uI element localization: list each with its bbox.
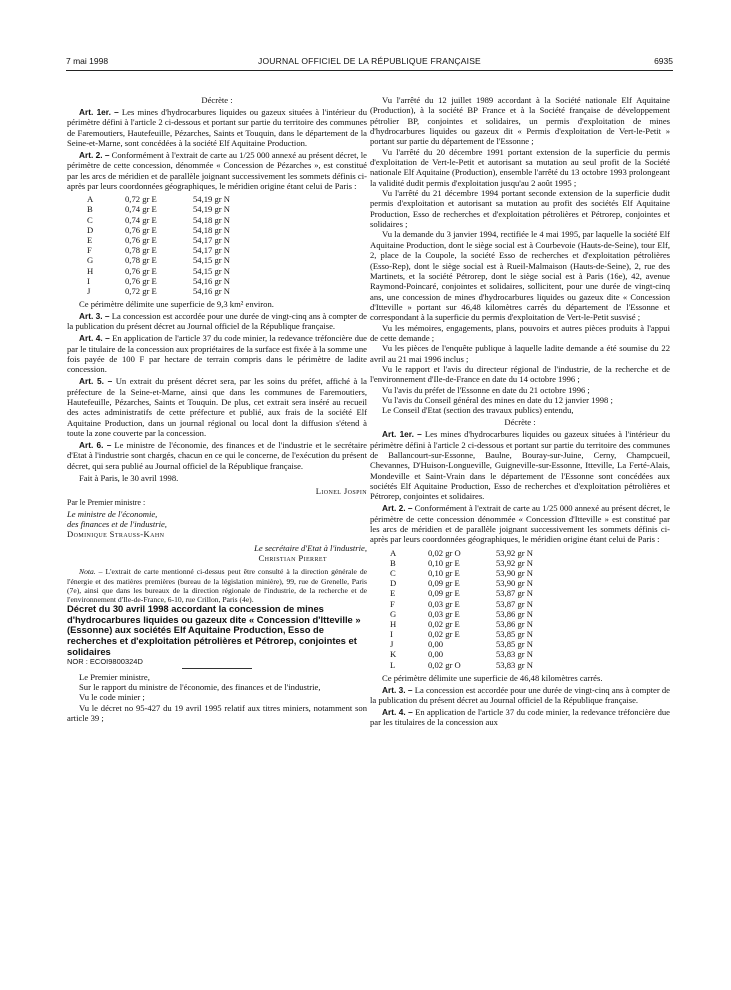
article-text: Un extrait du présent décret sera, par les soins du préfet, affiché à la préfecture de la Seine-et-Marne, ainsi que dans les communes de Faremoutiers, Hautefeuille, Pézarches, Saints et Touquin. De plus, cet extrait sera inséré au recueil des actes administratifs de cette préfecture et publié, aux frais de la société Elf Aquitaine Production, dans un journal régional ou local dont la diffusion s'étend à toute la zone couverte par la concession. bbox=[67, 376, 368, 439]
longitude: 0,72 gr E bbox=[125, 285, 157, 296]
coordinate-row bbox=[370, 660, 670, 670]
point-label: A bbox=[87, 194, 94, 205]
vu-arrete-1991: Vu l'arrêté du 20 décembre 1991 portant extension de la superficie du permis d'exploitation de Vert-le-Petit et autorisant sa mutation au seul profit de la Société nationale Elf Aquitaine (Production), ensemble l'arrêté du 13 octobre 1993 prolongeant la validité dudit permis d'exploitation jusqu'au 2 août 1995 ; bbox=[370, 146, 670, 188]
latitude: 53,87 gr N bbox=[496, 598, 533, 609]
longitude: 0,78 gr E bbox=[125, 255, 157, 266]
coordinate-row bbox=[67, 204, 367, 214]
header-page-number: 6935 bbox=[654, 56, 673, 66]
point-label: K bbox=[390, 649, 397, 660]
article-text: En application de l'article 37 du code minier, la redevance tréfoncière due par le titulaire de la concession aux propriétaires de la surface est fixée à la somme une fois payée de 100 F par hectare de terrain compris dans le périmètre de ladite concession. bbox=[67, 333, 368, 375]
longitude: 0,76 gr E bbox=[125, 265, 157, 276]
article-label: Art. 2. – bbox=[382, 503, 413, 514]
article-6 bbox=[67, 440, 367, 471]
vu-avis-prefet: Vu l'avis du préfet de l'Essonne en date du 21 octobre 1996 ; bbox=[382, 384, 590, 395]
coordinate-row bbox=[67, 225, 367, 235]
point-label: I bbox=[87, 275, 90, 286]
coordinate-row bbox=[370, 568, 670, 578]
premier-ministre: Le Premier ministre, bbox=[79, 671, 150, 682]
vu-avis-conseil: Vu l'avis du Conseil général des mines en date du 12 janvier 1998 ; bbox=[382, 394, 613, 405]
latitude: 54,17 gr N bbox=[193, 245, 230, 256]
point-label: F bbox=[87, 245, 92, 256]
coordinate-row bbox=[370, 588, 670, 598]
coordinates-table bbox=[67, 194, 367, 296]
header-date: 7 mai 1998 bbox=[66, 56, 109, 66]
coordinate-row bbox=[370, 629, 670, 639]
nor-reference: NOR : ECOI9800324D bbox=[67, 657, 143, 667]
decrete-heading: Décrète : bbox=[201, 95, 233, 105]
longitude: 0,02 gr E bbox=[428, 629, 460, 640]
article-label: Art. 3. – bbox=[382, 684, 413, 695]
article-1 bbox=[67, 107, 367, 148]
vu-enquete: Vu les pièces de l'enquête publique à laquelle ladite demande a été soumise du 22 avril au 21 mai 1996 inclus ; bbox=[370, 343, 670, 364]
decret-title: Décret du 30 avril 1998 accordant la concession de mines d'hydrocarbures liquides ou gazeux dite « Concession d'Itteville » (Essonne) aux sociétés Elf Aquitaine Production, Esso de recherches et d'exploitation pétrolières et Pétrorep, conjointes et solidaires bbox=[67, 603, 361, 657]
article-text: Conformément à l'extrait de carte au 1/25 000 annexé au présent décret, le périmètre de cette concession dénommée « Concession d'Itteville » est constitué par les arcs de méridien et de parallèle joignant successivement les sommets définis ci-après par leurs coordonnées géographiques, le méridien origine étant celui de Paris : bbox=[370, 503, 670, 545]
point-label: H bbox=[390, 618, 397, 629]
point-label: J bbox=[390, 639, 394, 650]
article-2 bbox=[67, 150, 367, 191]
longitude: 0,09 gr E bbox=[428, 578, 460, 589]
coordinate-row bbox=[67, 286, 367, 296]
divider bbox=[182, 668, 252, 669]
point-label: C bbox=[87, 214, 93, 225]
latitude: 54,15 gr N bbox=[193, 255, 230, 266]
vu-arrete-1994: Vu l'arrêté du 21 décembre 1994 portant seconde extension de la superficie dudit permis d'exploitation et autorisant sa mutation au profit des sociétés Elf Aquitaine Production, Esso de recherches et d'exploitation pétrolières et Pétrorep, conjointes et solidaires ; bbox=[370, 188, 670, 230]
secretary-title: Le secrétaire d'Etat à l'industrie, bbox=[254, 542, 367, 553]
point-label: D bbox=[87, 224, 94, 235]
point-label: I bbox=[390, 629, 393, 640]
latitude: 53,92 gr N bbox=[496, 557, 533, 568]
vu-code-minier: Vu le code minier ; bbox=[79, 692, 145, 703]
minister-title-2: des finances et de l'industrie, bbox=[67, 519, 167, 529]
coordinate-row bbox=[67, 245, 367, 255]
longitude: 0,74 gr E bbox=[125, 214, 157, 225]
latitude: 54,18 gr N bbox=[193, 214, 230, 225]
vu-arrete-1989: Vu l'arrêté du 12 juillet 1989 accordant à la Société nationale Elf Aquitaine (Production), à la société BP France et à la Société française de développement pétrolier BP, conjointes et solidaires, un permis d'exploitation de mines d'hydrocarbures liquides ou gazeux dit « Permis d'exploitation de Vert-le-Petit » portant sur partie du département de l'Essonne ; bbox=[370, 95, 670, 147]
longitude: 0,09 gr E bbox=[428, 588, 460, 599]
longitude: 0,10 gr E bbox=[428, 557, 460, 568]
latitude: 53,87 gr N bbox=[496, 588, 533, 599]
point-label: G bbox=[87, 255, 94, 266]
coordinates-table bbox=[370, 548, 670, 670]
latitude: 54,17 gr N bbox=[193, 235, 230, 246]
longitude: 0,10 gr E bbox=[428, 567, 460, 578]
coordinate-row bbox=[370, 639, 670, 649]
coordinate-row bbox=[67, 194, 367, 204]
coordinate-row bbox=[67, 255, 367, 265]
coordinate-row bbox=[67, 266, 367, 276]
longitude: 0,76 gr E bbox=[125, 275, 157, 286]
surface-line: Ce périmètre délimite une superficie de 9,3 km² environ. bbox=[79, 299, 274, 310]
point-label: C bbox=[390, 567, 396, 578]
vu-memoires: Vu les mémoires, engagements, plans, pouvoirs et autres pièces produits à l'appui de cette demande ; bbox=[370, 322, 670, 343]
vu-rapport-directeur: Vu le rapport et l'avis du directeur régional de l'industrie, de la recherche et de l'environnement d'Ile-de-France en date du 14 octobre 1996 ; bbox=[370, 363, 670, 385]
latitude: 53,90 gr N bbox=[496, 567, 533, 578]
point-label: F bbox=[390, 598, 395, 609]
coordinate-row bbox=[67, 276, 367, 286]
point-label: E bbox=[87, 235, 93, 246]
article-text: Les mines d'hydrocarbures liquides ou gazeux situées à l'intérieur du périmètre défini à l'article 2 ci-dessous et portant sur partie du territoire des communes de Ballancourt-sur-Essonne, Baulne, Bouray-sur-Juine, Cerny, Champcueil, Chevannes, D'Huison-Longueville, Guigneville-sur-Essonne, Itteville, La Ferté-Alais, Mondeville et Saint-Vrain dans le département de l'Essonne sont concédées aux sociétés Elf Aquitaine Production, Esso de recherches et d'exploitation pétrolières et Pétrorep, conjointes et solidaires. bbox=[370, 429, 670, 502]
longitude: 0,00 bbox=[428, 639, 444, 650]
coordinate-row bbox=[370, 599, 670, 609]
coordinate-row bbox=[67, 215, 367, 225]
vu-decret: Vu le décret no 95-427 du 19 avril 1995 relatif aux titres miniers, notamment son article 39 ; bbox=[67, 702, 367, 723]
minister-title-1: Le ministre de l'économie, bbox=[67, 508, 158, 519]
latitude: 53,86 gr N bbox=[496, 618, 533, 629]
latitude: 53,85 gr N bbox=[496, 629, 533, 640]
article-label: Art. 5. – bbox=[79, 376, 113, 387]
coordinate-row bbox=[370, 609, 670, 619]
point-label: B bbox=[87, 204, 93, 215]
article-label: Art. 2. – bbox=[79, 149, 110, 160]
minister-name: Dominique Strauss-Kahn bbox=[67, 529, 165, 540]
longitude: 0,02 gr O bbox=[428, 547, 461, 558]
point-label: G bbox=[390, 608, 397, 619]
longitude: 0,78 gr E bbox=[125, 245, 157, 256]
article-text: Le ministre de l'économie, des finances et de l'industrie et le secrétaire d'Etat à l'industrie sont chargés, chacun en ce qui le concerne, de l'exécution du présent décret, qui sera publié au Journal officiel de la République française. bbox=[67, 440, 367, 471]
latitude: 54,16 gr N bbox=[193, 285, 230, 296]
point-label: L bbox=[390, 659, 396, 670]
article-label: Art. 4. – bbox=[382, 707, 413, 718]
coordinate-row bbox=[370, 649, 670, 659]
latitude: 53,83 gr N bbox=[496, 649, 533, 660]
longitude: 0,72 gr E bbox=[125, 194, 157, 205]
latitude: 53,92 gr N bbox=[496, 547, 533, 558]
longitude: 0,02 gr O bbox=[428, 659, 461, 670]
header-journal-title: JOURNAL OFFICIEL DE LA RÉPUBLIQUE FRANÇAISE bbox=[258, 56, 481, 66]
article-label: Art. 6. – bbox=[79, 440, 112, 450]
point-label: D bbox=[390, 578, 397, 589]
article-3 bbox=[370, 685, 670, 706]
coordinate-row bbox=[370, 558, 670, 568]
latitude: 54,18 gr N bbox=[193, 224, 230, 235]
article-text: Les mines d'hydrocarbures liquides ou gazeux situées à l'intérieur du périmètre défini à l'article 2 ci-dessous et portant sur partie du territoire des communes de Faremoutiers, Hautefeuille, Pézarches, Saints et Touquin, dans le département de la Seine-et-Marne, sont concédées à la société Elf Aquitaine Production. bbox=[67, 106, 367, 148]
article-text: La concession est accordée pour une durée de vingt-cinq ans à compter de la publication du présent décret au Journal officiel de la République française. bbox=[67, 311, 367, 332]
nota bbox=[67, 567, 367, 604]
surface-line: Ce périmètre délimite une superficie de 46,48 kilomètres carrés. bbox=[382, 672, 603, 683]
article-text: En application de l'article 37 du code minier, la redevance tréfoncière due par les titulaires de la concession aux bbox=[370, 707, 671, 728]
coordinate-row bbox=[370, 548, 670, 558]
nota-text: – L'extrait de carte mentionné ci-dessus peut être consulté à la direction générale de l'énergie et des matières premières (bureau de la législation minière), 99, rue de Grenelle, Paris (7e), ainsi que dans les bureaux de la direction régionale de l'industrie, de la recherche et de l'environnement d'Ile-de-France, 6-10, rue Crillon, Paris (4e). bbox=[67, 567, 368, 604]
nota-label: Nota. bbox=[79, 567, 96, 577]
latitude: 54,16 gr N bbox=[193, 275, 230, 286]
longitude: 0,00 bbox=[428, 649, 444, 660]
rapport-line: Sur le rapport du ministre de l'économie, des finances et de l'industrie, bbox=[79, 681, 321, 692]
longitude: 0,76 gr E bbox=[125, 224, 157, 235]
article-4 bbox=[370, 707, 670, 728]
longitude: 0,03 gr E bbox=[428, 608, 460, 619]
latitude: 54,19 gr N bbox=[193, 204, 230, 215]
article-2 bbox=[370, 503, 670, 544]
longitude: 0,02 gr E bbox=[428, 618, 460, 629]
latitude: 53,85 gr N bbox=[496, 639, 533, 650]
page-header bbox=[66, 56, 673, 71]
point-label: A bbox=[390, 547, 397, 558]
fait-line: Fait à Paris, le 30 avril 1998. bbox=[79, 472, 179, 483]
article-4 bbox=[67, 333, 367, 374]
conseil-etat: Le Conseil d'Etat (section des travaux publics) entendu, bbox=[382, 405, 574, 416]
article-label: Art. 1er. – bbox=[382, 429, 422, 440]
coordinate-row bbox=[370, 578, 670, 588]
signatory-pm: Lionel Jospin bbox=[315, 485, 367, 496]
right-column bbox=[370, 95, 670, 728]
secretary-name: Christian Pierret bbox=[258, 553, 327, 564]
longitude: 0,76 gr E bbox=[125, 235, 157, 246]
left-column bbox=[67, 95, 367, 723]
pm-for: Par le Premier ministre : bbox=[67, 498, 146, 508]
article-label: Art. 1er. – bbox=[79, 106, 119, 117]
longitude: 0,03 gr E bbox=[428, 598, 460, 609]
coordinate-row bbox=[370, 619, 670, 629]
latitude: 53,90 gr N bbox=[496, 578, 533, 589]
article-text: Conformément à l'extrait de carte au 1/25 000 annexé au présent décret, le périmètre de cette concession, dénommée « Concession de Pézarches », est constitué par les arcs de méridien et de parallèle joignant successivement les sommets définis ci-après par leurs coordonnées géographiques, le méridien origine étant celui de Paris : bbox=[67, 149, 367, 191]
point-label: B bbox=[390, 557, 396, 568]
point-label: J bbox=[87, 285, 91, 296]
latitude: 54,15 gr N bbox=[193, 265, 230, 276]
point-label: H bbox=[87, 265, 94, 276]
decrete-heading: Décrète : bbox=[504, 417, 536, 428]
article-3 bbox=[67, 311, 367, 332]
article-label: Art. 4. – bbox=[79, 333, 110, 344]
article-5 bbox=[67, 376, 367, 438]
article-1 bbox=[370, 429, 670, 501]
point-label: E bbox=[390, 588, 396, 599]
latitude: 53,86 gr N bbox=[496, 608, 533, 619]
vu-demande: Vu la demande du 3 janvier 1994, rectifiée le 4 mai 1995, par laquelle la société Elf Aquitaine Production, dont le siège social est à Courbevoie (Hauts-de-Seine), tour Elf, 2, place de la Coupole, la société Esso de recherches et d'exploitation pétrolières (Esso-Rep), dont le siège social est à Rueil-Malmaison (Hauts-de-Seine), 2, rue des Martinets, et la société Pétrorep, dont le siège social est à Paris (16e), 42, avenue Raymond-Poincaré, conjointes et solidaires, sollicitent, pour une durée de vingt-cinq ans, une concession de mines d'hydrocarbures liquides ou gazeux dite « Concession d'Itteville » portant sur 46,48 kilomètres carrés du département de l'Essonne et correspondant à la superficie du permis d'exploitation de Vert-le-Petit susvisé ; bbox=[370, 229, 670, 323]
article-text: La concession est accordée pour une durée de vingt-cinq ans à compter de la publication du présent décret au Journal officiel de la République française. bbox=[370, 684, 670, 706]
latitude: 54,19 gr N bbox=[193, 194, 230, 205]
longitude: 0,74 gr E bbox=[125, 204, 157, 215]
latitude: 53,83 gr N bbox=[496, 659, 533, 670]
article-label: Art. 3. – bbox=[79, 311, 110, 322]
coordinate-row bbox=[67, 235, 367, 245]
